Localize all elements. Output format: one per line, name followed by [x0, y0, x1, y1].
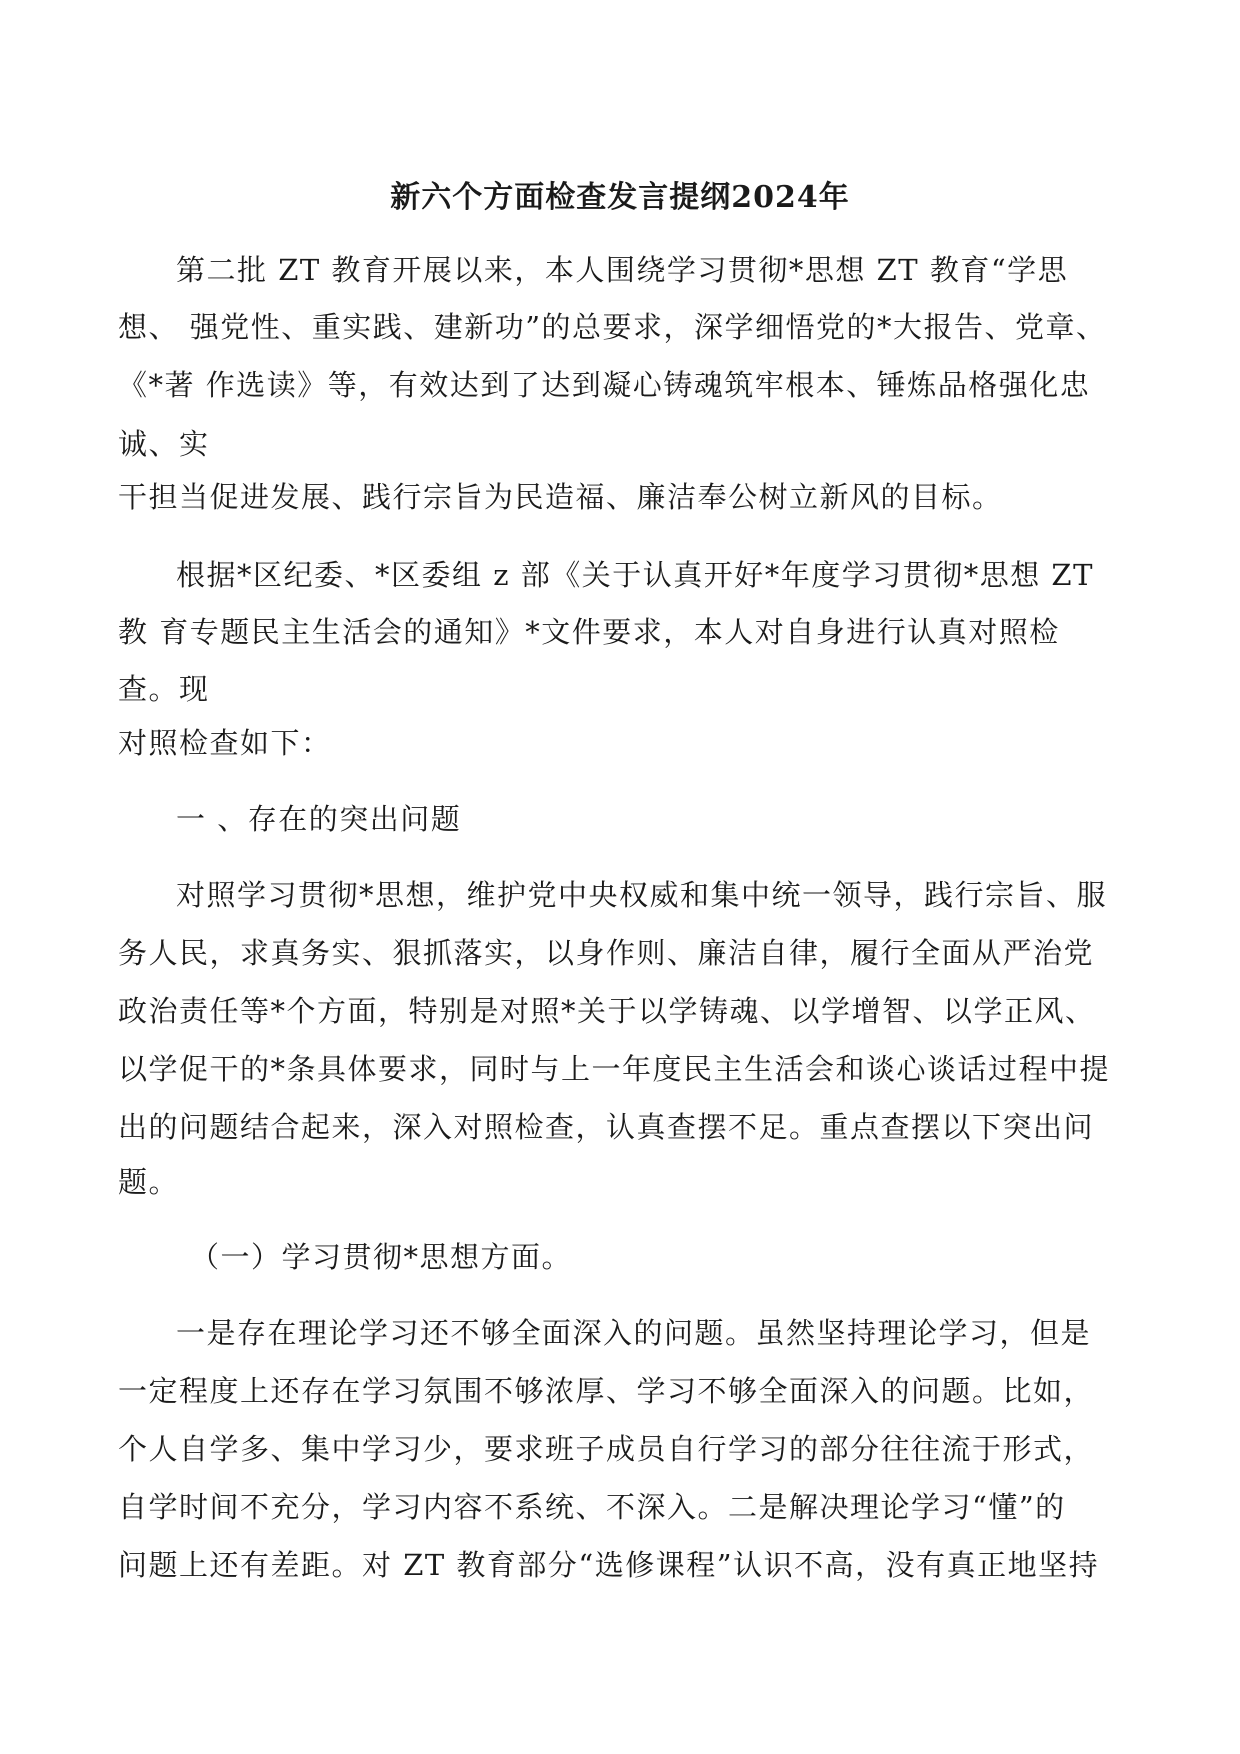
paragraph-line: 对照学习贯彻*思想，维护党中央权威和集中统一领导，践行宗旨、服: [176, 878, 1108, 912]
paragraph-line: 第二批 ZT 教育开展以来，本人围绕学习贯彻*思想 ZT 教育“学思: [176, 253, 1069, 287]
paragraph-line: 出的问题结合起来，深入对照检查，认真查摆不足。重点查摆以下突出问: [118, 1110, 1095, 1144]
paragraph-line: 自学时间不充分，学习内容不系统、不深入。二是解决理论学习“懂”的: [118, 1490, 1066, 1524]
paragraph-line: 干担当促进发展、践行宗旨为民造福、廉洁奉公树立新风的目标。: [118, 480, 1003, 514]
paragraph-line: 以学促干的*条具体要求，同时与上一年度民主生活会和谈心谈话过程中提: [118, 1052, 1111, 1086]
paragraph-line: 一定程度上还存在学习氛围不够浓厚、学习不够全面深入的问题。比如，: [118, 1374, 1095, 1408]
section-heading: 一 、存在的突出问题: [176, 802, 462, 836]
paragraph-line: 《*著 作选读》等，有效达到了达到凝心铸魂筑牢根本、锤炼品格强化忠: [118, 368, 1091, 402]
paragraph-line: 务人民，求真务实、狠抓落实，以身作则、廉洁自律，履行全面从严治党: [118, 936, 1095, 970]
paragraph-line: 诚、实: [118, 427, 210, 461]
paragraph-line: 对照检查如下：: [118, 726, 332, 760]
paragraph-line: 想、 强党性、重实践、建新功”的总要求，深学细悟党的*大报告、党章、: [118, 310, 1107, 344]
paragraph-line: 问题上还有差距。对 ZT 教育部分“选修课程”认识不高，没有真正地坚持: [118, 1548, 1100, 1582]
paragraph-line: 教 育专题民主生活会的通知》*文件要求，本人对自身进行认真对照检: [118, 615, 1060, 649]
paragraph-line: 查。现: [118, 672, 210, 706]
paragraph-line: 政治责任等*个方面，特别是对照*关于以学铸魂、以学增智、以学正风、: [118, 994, 1096, 1028]
paragraph-line: 题。: [118, 1165, 180, 1199]
document-title: 新六个方面检查发言提纲2024年: [390, 180, 850, 215]
paragraph-line: 根据*区纪委、*区委组 z 部《关于认真开好*年度学习贯彻*思想 ZT: [176, 558, 1094, 592]
subsection-heading: （一）学习贯彻*思想方面。: [190, 1240, 573, 1274]
paragraph-line: 一是存在理论学习还不够全面深入的问题。虽然坚持理论学习，但是: [176, 1316, 1092, 1350]
paragraph-line: 个人自学多、集中学习少，要求班子成员自行学习的部分往往流于形式，: [118, 1432, 1095, 1466]
